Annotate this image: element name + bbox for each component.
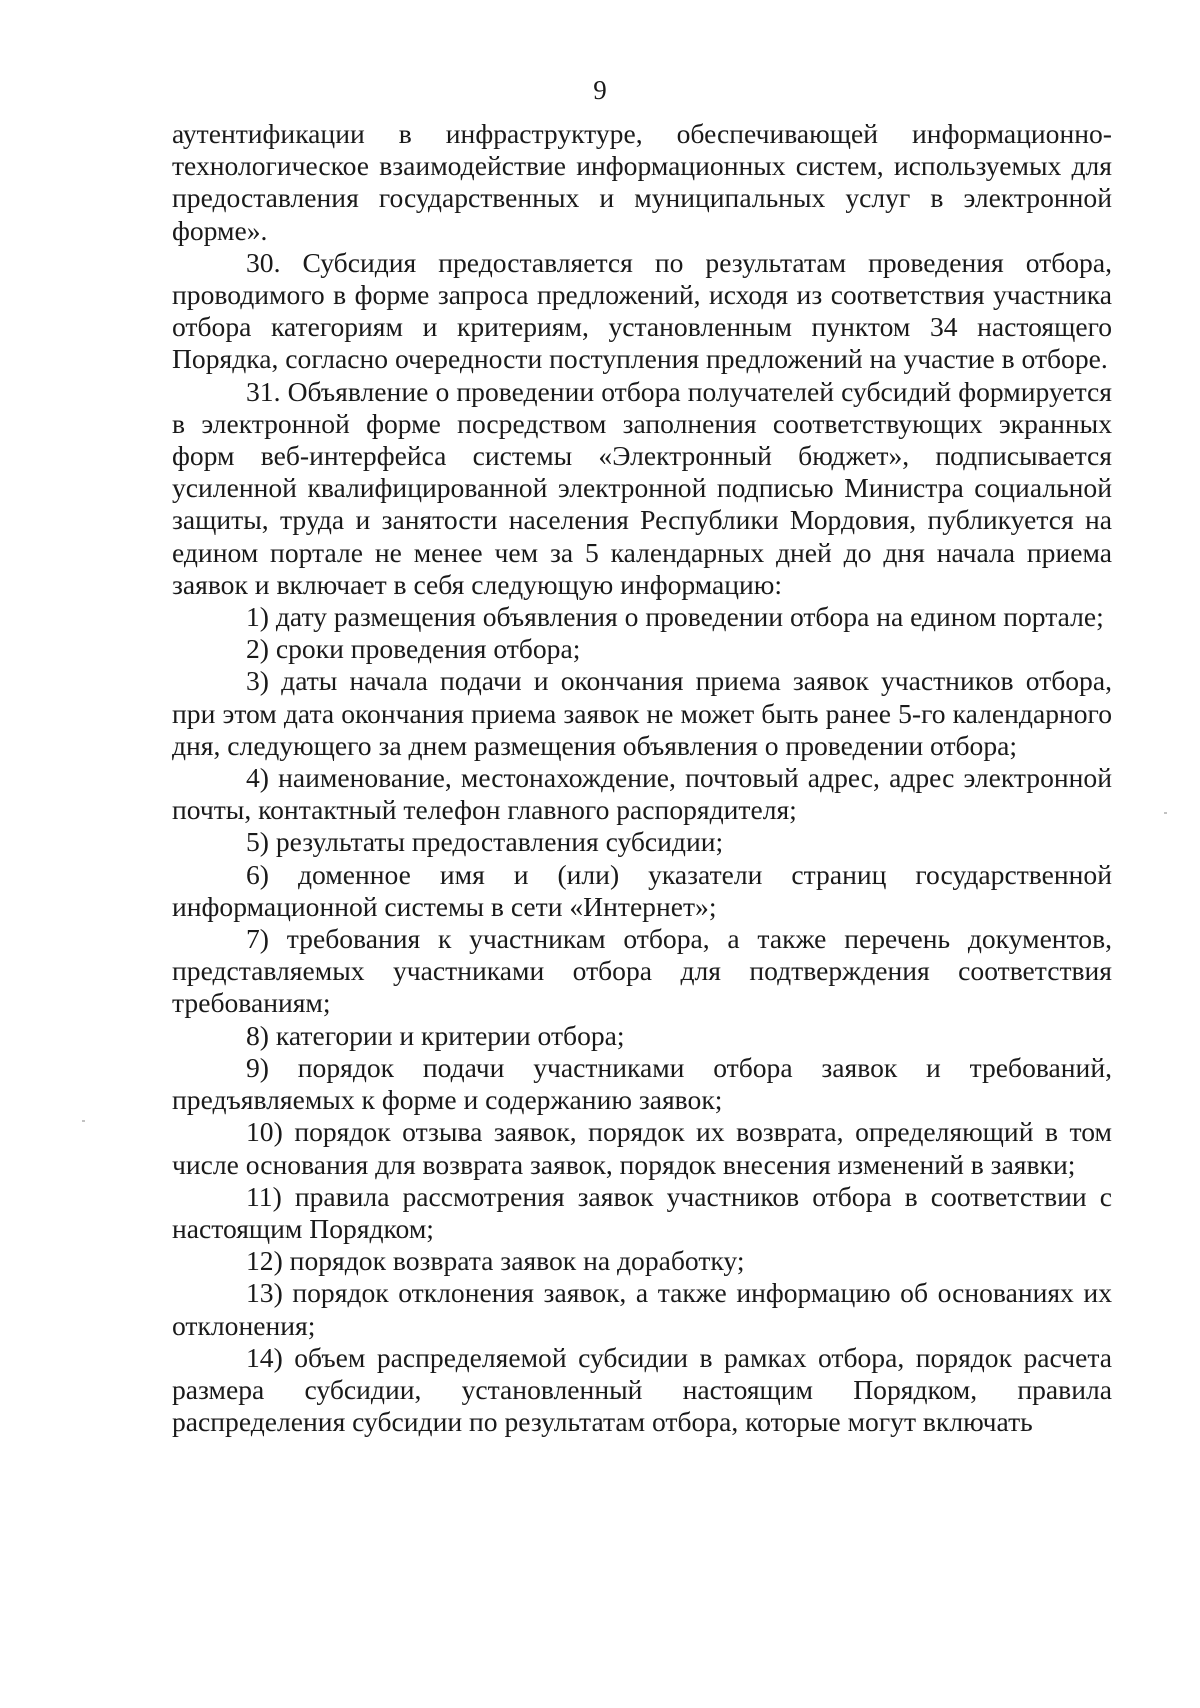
list-item-12: 12) порядок возврата заявок на доработку;: [246, 1245, 745, 1277]
list-item-11: 11) правила рассмотрения заявок участников отбора в соответствии с настоящим Порядком;: [172, 1180, 1112, 1244]
list-item-9: 9) порядок подачи участниками отбора заявок и требований, предъявляемых к форме и содержанию заявок;: [172, 1051, 1112, 1116]
list-item-6: 6) доменное имя и (или) указатели страниц государственной информационной системы в сети «Интернет»;: [172, 858, 1112, 922]
scan-speck: [82, 1120, 85, 1122]
list-item-8: 8) категории и критерии отбора;: [246, 1019, 625, 1051]
scan-speck: [1164, 812, 1167, 814]
list-item-4: 4) наименование, местонахождение, почтовый адрес, адрес электронной почты, контактный телефон главного распорядителя;: [172, 762, 1112, 826]
page-number: 9: [593, 75, 607, 105]
paragraph-31: 31. Объявление о проведении отбора получателей субсидий формируется в электронной форме посредством заполнения соответствующих экранных форм веб-интерфейса системы «Электронный бюджет», подписывается усиленной квалифицированной электронной подписью Министра социальной защиты, труда и занятости населения Республики Мордовия, публикуется на едином портале не менее чем за 5 календарных дней до дня начала приема заявок и включает в себя следующую информацию:: [172, 375, 1112, 600]
list-item-2: 2) сроки проведения отбора;: [246, 633, 581, 665]
list-item-13: 13) порядок отклонения заявок, а также информацию об основаниях их отклонения;: [172, 1277, 1112, 1341]
paragraph-30: 30. Субсидия предоставляется по результатам проведения отбора, проводимого в форме запроса предложений, исходя из соответствия участника отбора категориям и критериям, установленным пунктом 34 настоящего Порядка, согласно очередности поступления предложений на участие в отборе.: [172, 246, 1112, 375]
document-body: [172, 118, 1112, 1438]
list-item-1: 1) дату размещения объявления о проведении отбора на едином портале;: [246, 601, 1104, 633]
list-item-5: 5) результаты предоставления субсидии;: [246, 826, 724, 858]
paragraph-continuation: аутентификации в инфраструктуре, обеспечивающей информационно-технологическое взаимодействие информационных систем, используемых для предоставления государственных и муниципальных услуг в электронной форме».: [172, 118, 1112, 246]
list-item-7: 7) требования к участникам отбора, а также перечень документов, представляемых участниками отбора для подтверждения соответствия требованиям;: [172, 923, 1112, 1019]
list-item-14: 14) объем распределяемой субсидии в рамках отбора, порядок расчета размера субсидии, установленный настоящим Порядком, правила распределения субсидии по результатам отбора, которые могут включать: [172, 1341, 1112, 1438]
list-item-10: 10) порядок отзыва заявок, порядок их возврата, определяющий в том числе основания для возврата заявок, порядок внесения изменений в заявки;: [172, 1116, 1112, 1180]
list-item-3: 3) даты начала подачи и окончания приема заявок участников отбора, при этом дата окончания приема заявок не может быть ранее 5-го календарного дня, следующего за днем размещения объявления о проведении отбора;: [172, 665, 1112, 761]
